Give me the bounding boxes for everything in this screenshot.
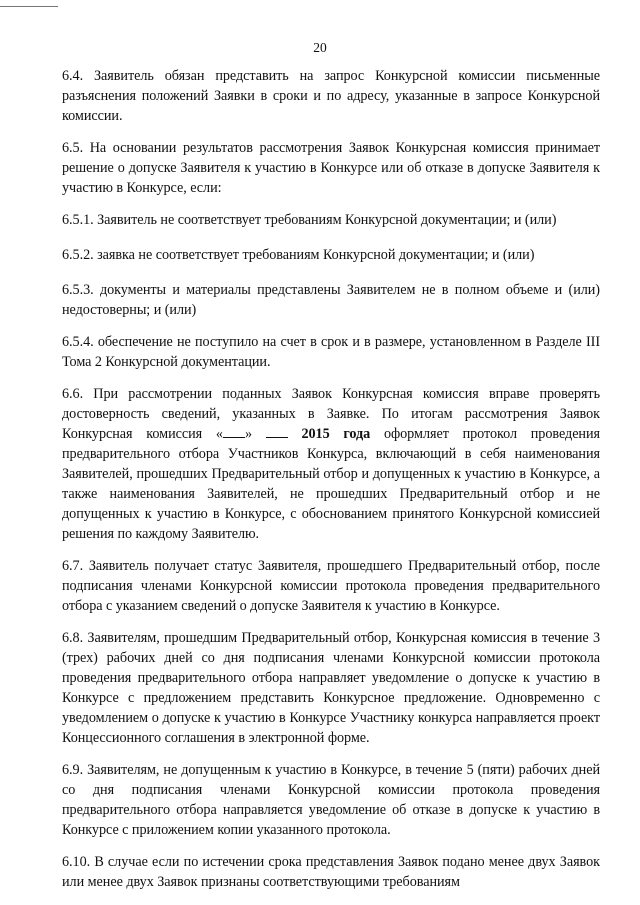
paragraph-6-6-intro: 6.6. При рассмотрении поданных Заявок Конкурсная комиссия вправе проверять достоверность сведений, указанных в Заявке. По итогам рассмотрения Заявок Конкурсная комиссия «: [62, 386, 600, 442]
day-blank: [223, 425, 245, 438]
paragraph-6-7: 6.7. Заявитель получает статус Заявителя, прошедшего Предварительный отбор, после подписания членами Конкурсной комиссии протокола проведения предварительного отбора с указанием сведений о допуске Заявителя к участию в Конкурсе.: [62, 558, 600, 614]
page-number: 20: [313, 40, 327, 55]
paragraph-6-10: 6.10. В случае если по истечении срока представления Заявок подано менее двух Заявок или менее двух Заявок признаны соответствующими требованиям: [62, 854, 600, 890]
paragraph-6-5-1: 6.5.1. Заявитель не соответствует требованиям Конкурсной документации; и (или): [62, 212, 557, 228]
paragraph-6-5-3: 6.5.3. документы и материалы представлены Заявителем не в полном объеме и (или) недостоверны; и (или): [62, 282, 600, 318]
document-body: [62, 66, 600, 904]
paragraph-6-6: [62, 384, 600, 544]
paragraph-6-9: 6.9. Заявителям, не допущенным к участию в Конкурсе, в течение 5 (пяти) рабочих дней со дня подписания членами Конкурсной комиссии протокола проведения предварительного отбора направляется уведомление об отказе в допуске к участию в Конкурсе с приложением копии указанного протокола.: [62, 762, 600, 838]
paragraph-6-8: 6.8. Заявителям, прошедшим Предварительный отбор, Конкурсная комиссия в течение 3 (трех) рабочих дней со дня подписания членами Конкурсной комиссии протокола проведения предварительного отбора направляет уведомление о допуске к участию в Конкурсе с предложением представить Конкурсное предложение. Одновременно с уведомлением о допуске к участию в Конкурсе Участнику конкурса направляется проект Концессионного соглашения в электронной форме.: [62, 630, 600, 746]
paragraph-6-4: 6.4. Заявитель обязан представить на запрос Конкурсной комиссии письменные разъяснения положений Заявки в сроки и по адресу, указанные в запросе Конкурсной комиссии.: [62, 68, 600, 124]
month-blank: [266, 425, 288, 438]
paragraph-6-5-2: 6.5.2. заявка не соответствует требованиям Конкурсной документации; и (или): [62, 247, 535, 263]
year-text: 2015 года: [301, 426, 371, 442]
paragraph-6-6-rest: оформляет протокол проведения предварительного отбора Участников Конкурса, включающий в себя наименования Заявителей, прошедших Предварительный отбор и допущенных к участию в Конкурсе, а также наименования Заявителей, не прошедших Предварительный отбор и не допущенных к участию в Конкурсе, с обоснованием принятого Конкурсной комиссией решения по каждому Заявителю.: [62, 426, 600, 542]
scan-edge-mark: [0, 6, 58, 7]
paragraph-6-5-4: 6.5.4. обеспечение не поступило на счет в срок и в размере, установленном в Разделе III Тома 2 Конкурсной документации.: [62, 334, 600, 370]
quote-close: »: [244, 426, 252, 442]
paragraph-6-5: 6.5. На основании результатов рассмотрения Заявок Конкурсная комиссия принимает решение о допуске Заявителя к участию в Конкурсе или об отказе в допуске Заявителя к участию в Конкурсе, если:: [62, 140, 600, 196]
